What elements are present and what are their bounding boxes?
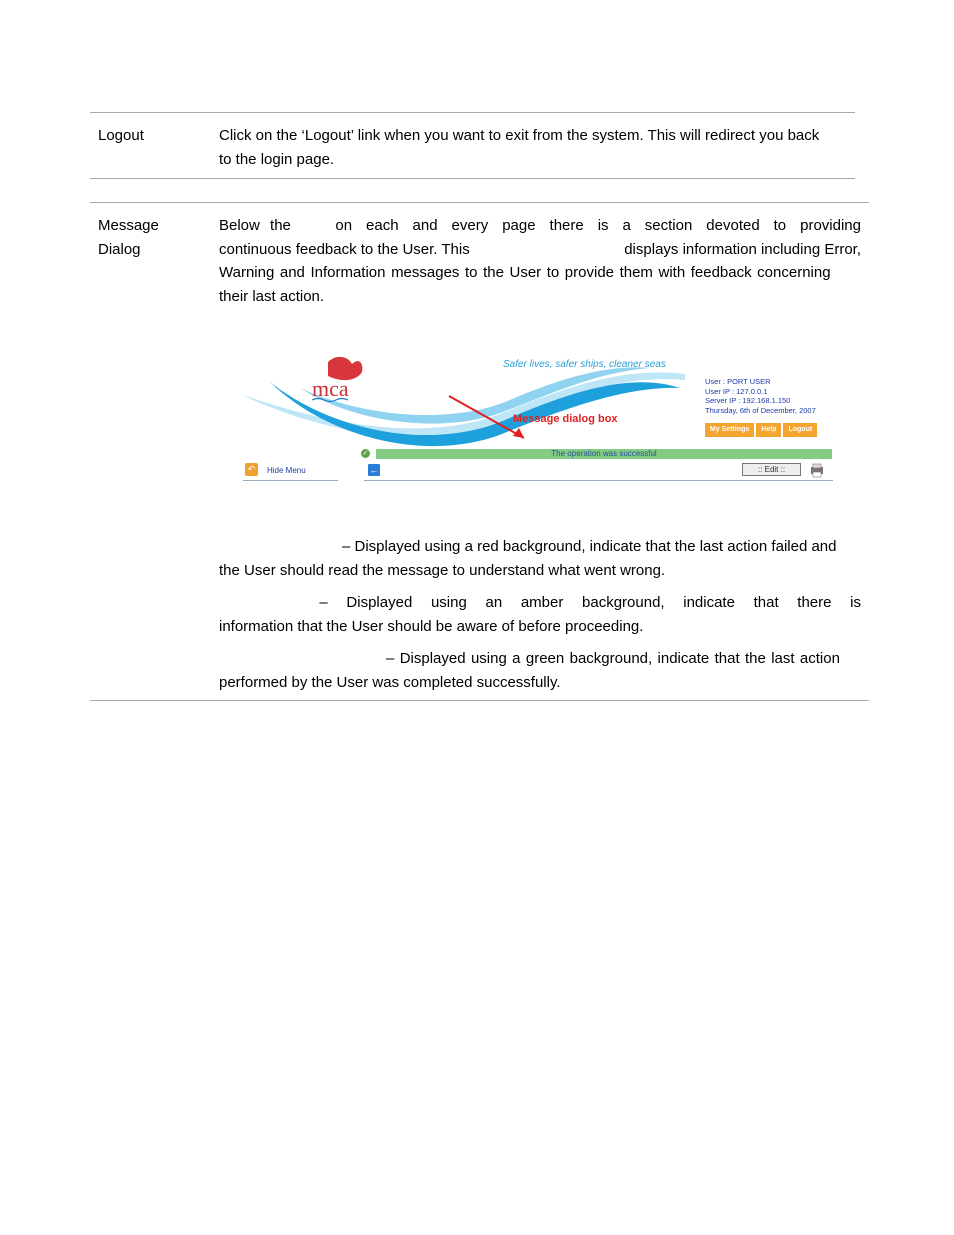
header-screenshot: [240, 352, 836, 484]
warning-message-description: [219, 591, 861, 638]
message-dialog-label-line-2: Dialog: [98, 240, 141, 258]
rule-bottom-message-dialog: [90, 700, 869, 701]
my-settings-button[interactable]: My Settings: [705, 423, 754, 437]
error-line-1-text: – Displayed using a red background, indicate that the last action failed and: [342, 538, 837, 555]
error-message-description: [219, 535, 861, 582]
logout-label: Logout: [98, 127, 144, 144]
page-toolbar: [364, 461, 833, 481]
intro-line-1-b: on each and every page there is a section devoted to providing: [335, 217, 861, 234]
intro-line-2: [219, 238, 861, 262]
help-button[interactable]: Help: [756, 423, 781, 437]
information-line-1: [219, 647, 861, 671]
information-line-2: performed by the User was completed successfully.: [219, 673, 561, 691]
intro-line-1-a: Below the: [219, 217, 291, 234]
logout-line-2: to the login page.: [219, 150, 335, 168]
rule-top-message-dialog: [90, 202, 869, 203]
information-message-description: [219, 647, 861, 694]
mca-logo: mca: [312, 376, 349, 401]
hide-menu-label: Hide Menu: [267, 466, 306, 475]
logout-description: [219, 124, 869, 171]
user-info-line: Server IP : 192.168.1.150: [705, 396, 791, 406]
rule-bottom-logout: [90, 178, 855, 179]
user-info-line: User : PORT USER: [705, 377, 771, 386]
success-check-icon: ✓: [362, 450, 369, 457]
intro-line-2-b: displays information including Error,: [624, 240, 861, 258]
message-dialog-label: [98, 214, 159, 261]
edit-button[interactable]: :: Edit ::: [742, 463, 801, 476]
tagline: Safer lives, safer ships, cleaner seas: [503, 359, 666, 370]
hide-menu-link[interactable]: [243, 462, 338, 481]
user-info: [705, 377, 816, 415]
message-dialog-intro: [219, 214, 861, 308]
logout-line-1: Click on the ‘Logout’ link when you want to exit from the system. This will redirect you back: [219, 127, 820, 144]
header-buttons: [705, 423, 817, 437]
hide-menu-icon: ↶: [245, 463, 258, 476]
intro-line-1: [219, 214, 861, 238]
rule-top-logout: [90, 112, 855, 113]
intro-line-4: their last action.: [219, 287, 325, 305]
intro-line-2-a: continuous feedback to the User. This: [219, 240, 470, 258]
message-dialog-bar: The operation was successful: [376, 449, 832, 459]
logout-button[interactable]: Logout: [783, 423, 817, 437]
message-dialog-label-line-1: Message: [98, 217, 159, 234]
back-arrow-icon[interactable]: ←: [369, 465, 379, 475]
intro-line-3: Warning and Information messages to the User to provide them with feedback concerning: [219, 264, 831, 281]
warning-line-2: information that the User should be aware of before proceeding.: [219, 617, 644, 635]
error-line-2: the User should read the message to understand what went wrong.: [219, 561, 666, 579]
user-info-line: User IP : 127.0.0.1: [705, 386, 768, 396]
error-line-1: [219, 535, 861, 559]
user-info-line: Thursday, 6th of December, 2007: [705, 405, 816, 415]
warning-line-1-text: – Displayed using an amber background, indicate that there is: [319, 594, 861, 611]
information-line-1-text: – Displayed using a green background, indicate that the last action: [386, 650, 840, 667]
warning-line-1: [219, 591, 861, 615]
message-dialog-callout: Message dialog box: [513, 413, 618, 425]
